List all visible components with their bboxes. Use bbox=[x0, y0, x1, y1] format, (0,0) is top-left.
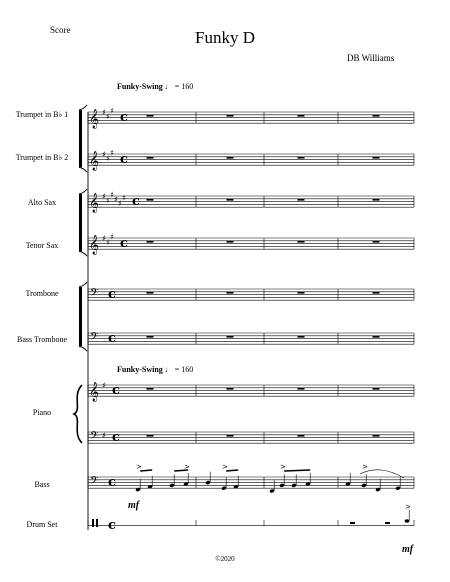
composer-name: DB Williams bbox=[347, 53, 395, 63]
whole-rest bbox=[373, 115, 380, 117]
trumpet-bracket bbox=[79, 110, 82, 167]
common-time-icon: c bbox=[112, 430, 120, 445]
whole-rest bbox=[147, 435, 154, 437]
whole-rest bbox=[147, 336, 154, 338]
instrument-label-bass-trombone: Bass Trombone bbox=[16, 335, 67, 344]
trombone-bracket-hook bbox=[79, 282, 87, 287]
instrument-label-trumpet-1: Trumpet in B♭ 1 bbox=[15, 110, 69, 119]
whole-rest bbox=[298, 199, 305, 201]
whole-rest bbox=[227, 199, 234, 201]
whole-rest bbox=[147, 241, 154, 243]
whole-rest bbox=[298, 241, 305, 243]
bass-beam bbox=[226, 470, 238, 471]
common-time-icon: c bbox=[108, 287, 116, 302]
accent-mark: > bbox=[362, 463, 368, 471]
common-time-icon: c bbox=[120, 152, 128, 167]
whole-rest bbox=[298, 292, 305, 294]
whole-rest bbox=[373, 435, 380, 437]
whole-rest bbox=[227, 435, 234, 437]
score-label: Score bbox=[50, 25, 71, 35]
whole-rest bbox=[298, 115, 305, 117]
accent-mark: > bbox=[136, 463, 142, 471]
drum-rest bbox=[350, 522, 355, 524]
instrument-label-drum-set: Drum Set bbox=[26, 520, 58, 529]
instrument-label-piano: Piano bbox=[32, 408, 52, 417]
drum-note-head bbox=[405, 519, 410, 522]
sharp-icon: ♯ bbox=[106, 154, 110, 164]
whole-rest bbox=[373, 241, 380, 243]
accent-mark: > bbox=[405, 503, 411, 511]
sharp-icon: ♯ bbox=[110, 106, 114, 116]
whole-rest bbox=[373, 157, 380, 159]
instrument-label-alto-sax: Alto Sax bbox=[27, 198, 57, 207]
percussion-clef-icon bbox=[92, 519, 94, 527]
sharp-icon: ♯ bbox=[114, 194, 118, 204]
treble-clef-icon: 𝄞 bbox=[89, 382, 100, 402]
whole-rest bbox=[373, 292, 380, 294]
whole-rest bbox=[147, 115, 154, 117]
accent-mark: > bbox=[280, 463, 286, 471]
bass-clef-icon: 𝄢 bbox=[90, 287, 99, 302]
whole-rest bbox=[147, 199, 154, 201]
sax-bracket bbox=[79, 194, 82, 251]
treble-clef-icon: 𝄞 bbox=[89, 193, 100, 213]
whole-rest bbox=[373, 199, 380, 201]
percussion-clef-icon bbox=[96, 519, 98, 527]
bass-beam bbox=[140, 470, 152, 471]
accent-mark: > bbox=[184, 463, 190, 471]
common-time-icon: c bbox=[108, 518, 116, 533]
sax-bracket-hook bbox=[79, 251, 87, 256]
instrument-label-tenor-sax: Tenor Sax bbox=[25, 241, 59, 250]
common-time-icon: c bbox=[112, 383, 120, 398]
treble-clef-icon: 𝄞 bbox=[89, 109, 100, 129]
common-time-icon: c bbox=[120, 110, 128, 125]
copyright-notice: ©2020 bbox=[215, 555, 235, 563]
bass-clef-icon: 𝄢 bbox=[90, 475, 99, 490]
sharp-icon: ♯ bbox=[102, 150, 106, 159]
whole-rest bbox=[227, 241, 234, 243]
piano-brace bbox=[74, 385, 82, 443]
whole-rest bbox=[147, 388, 154, 390]
drum-rest bbox=[385, 522, 390, 524]
bass-clef-icon: 𝄢 bbox=[90, 430, 99, 445]
instrument-label-trombone: Trombone bbox=[25, 289, 59, 298]
whole-rest bbox=[298, 336, 305, 338]
common-time-icon: c bbox=[108, 475, 116, 490]
sharp-icon: ♯ bbox=[102, 108, 106, 117]
sharp-icon: ♯ bbox=[106, 238, 110, 248]
instrument-label-trumpet-2: Trumpet in B♭ 2 bbox=[15, 153, 69, 162]
common-time-icon: c bbox=[132, 194, 140, 209]
bass-beam bbox=[284, 470, 310, 471]
sharp-icon: ♯ bbox=[122, 193, 126, 203]
dynamic-drums: mf bbox=[402, 544, 414, 555]
whole-rest bbox=[227, 336, 234, 338]
trumpet-bracket-hook bbox=[79, 167, 87, 172]
whole-rest bbox=[227, 157, 234, 159]
sharp-icon: ♯ bbox=[118, 199, 122, 208]
sharp-icon: ♯ bbox=[102, 192, 106, 201]
sharp-icon: ♯ bbox=[102, 381, 106, 390]
instrument-label-bass: Bass bbox=[34, 480, 50, 489]
whole-rest bbox=[147, 292, 154, 294]
whole-rest bbox=[373, 336, 380, 338]
whole-rest bbox=[227, 115, 234, 117]
quarter-note-icon: ♩ bbox=[164, 82, 173, 91]
whole-rest bbox=[373, 388, 380, 390]
sharp-icon: ♯ bbox=[106, 196, 110, 206]
trombone-bracket bbox=[79, 287, 82, 346]
whole-rest bbox=[298, 435, 305, 437]
sharp-icon: ♯ bbox=[102, 430, 106, 440]
sax-bracket-hook bbox=[79, 189, 87, 194]
whole-rest bbox=[227, 292, 234, 294]
sharp-icon: ♯ bbox=[102, 234, 106, 243]
tempo-text: Funky-Swing bbox=[117, 365, 163, 374]
sharp-icon: ♯ bbox=[110, 148, 114, 158]
sharp-icon: ♯ bbox=[110, 190, 114, 200]
dynamic-bass: mf bbox=[128, 500, 140, 511]
whole-rest bbox=[298, 157, 305, 159]
whole-rest bbox=[147, 157, 154, 159]
treble-clef-icon: 𝄞 bbox=[89, 151, 100, 171]
trumpet-bracket-hook bbox=[79, 105, 87, 110]
whole-rest bbox=[298, 388, 305, 390]
whole-rest bbox=[227, 388, 234, 390]
common-time-icon: c bbox=[108, 331, 116, 346]
common-time-icon: c bbox=[120, 236, 128, 251]
tempo-value: = 160 bbox=[174, 365, 194, 374]
tempo-text: Funky-Swing bbox=[117, 82, 163, 91]
tempo-value: = 160 bbox=[174, 82, 194, 91]
sharp-icon: ♯ bbox=[110, 232, 114, 242]
piece-title: Funky D bbox=[195, 28, 255, 47]
treble-clef-icon: 𝄞 bbox=[89, 235, 100, 255]
trombone-bracket-hook bbox=[79, 346, 87, 351]
bass-clef-icon: 𝄢 bbox=[90, 331, 99, 346]
sharp-icon: ♯ bbox=[106, 112, 110, 122]
accent-mark: > bbox=[222, 463, 228, 471]
quarter-note-icon: ♩ bbox=[164, 365, 173, 374]
